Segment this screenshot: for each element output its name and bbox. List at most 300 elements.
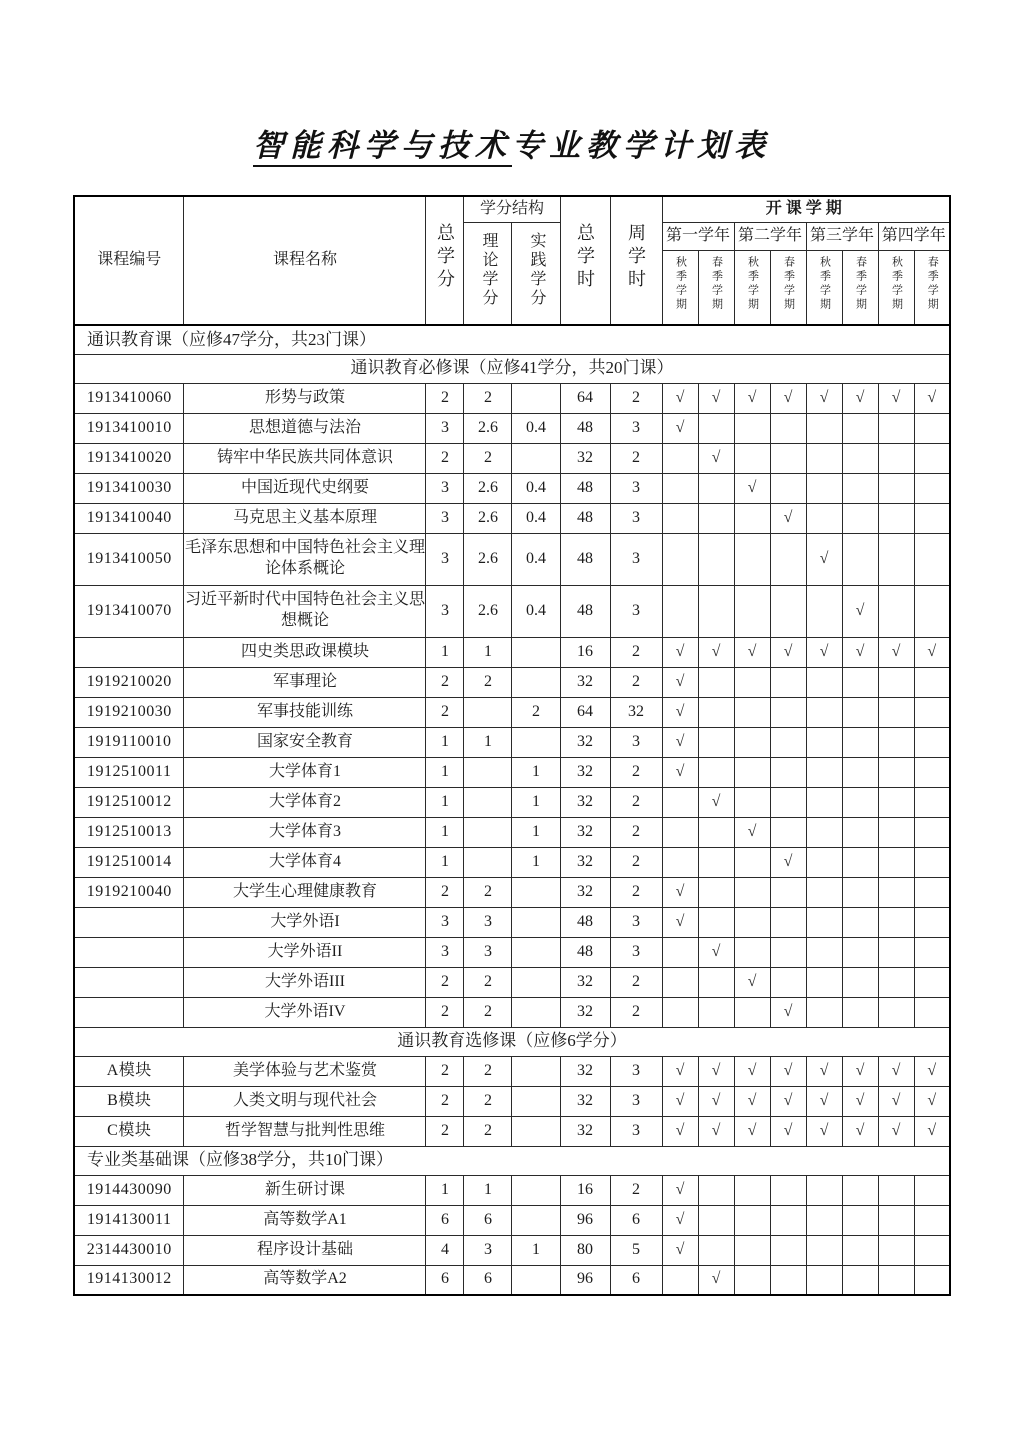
- practice-credits-cell: [512, 877, 560, 907]
- semester-check-cell: √: [698, 787, 734, 817]
- course-name-cell: 大学外语II: [184, 937, 426, 967]
- semester-empty-cell: [878, 877, 914, 907]
- semester-empty-cell: [914, 503, 950, 533]
- semester-empty-cell: [842, 787, 878, 817]
- semester-check-cell: √: [842, 585, 878, 637]
- semester-check-cell: √: [662, 383, 698, 413]
- course-code-cell: 1913410040: [74, 503, 184, 533]
- weekly-hours-cell: 5: [610, 1235, 662, 1265]
- theory-credits-cell: 2: [464, 1056, 512, 1086]
- semester-check-cell: √: [662, 727, 698, 757]
- practice-credits-cell: [512, 637, 560, 667]
- semester-empty-cell: [806, 1235, 842, 1265]
- course-code-cell: 2314430010: [74, 1235, 184, 1265]
- total-credits-cell: 1: [426, 757, 464, 787]
- header-course-code: 课程编号: [74, 196, 184, 325]
- semester-check-cell: √: [698, 1116, 734, 1146]
- theory-credits-cell: [464, 817, 512, 847]
- semester-empty-cell: [662, 997, 698, 1027]
- course-row: [74, 817, 950, 847]
- total-credits-cell: 2: [426, 443, 464, 473]
- course-code-cell: 1912510012: [74, 787, 184, 817]
- course-name-cell: 毛泽东思想和中国特色社会主义理论体系概论: [184, 533, 426, 585]
- semester-empty-cell: [914, 787, 950, 817]
- weekly-hours-cell: 2: [610, 443, 662, 473]
- course-name-cell: 大学外语I: [184, 907, 426, 937]
- semester-empty-cell: [914, 1235, 950, 1265]
- semester-empty-cell: [770, 667, 806, 697]
- semester-check-cell: √: [770, 1086, 806, 1116]
- course-code-cell: 1914130012: [74, 1265, 184, 1295]
- theory-credits-cell: 1: [464, 1175, 512, 1205]
- course-row: [74, 637, 950, 667]
- course-name-cell: 中国近现代史纲要: [184, 473, 426, 503]
- weekly-hours-cell: 32: [610, 697, 662, 727]
- title-major-name: 智能科学与技术: [253, 128, 512, 167]
- total-credits-cell: 1: [426, 637, 464, 667]
- header-theory-credits: [464, 222, 512, 325]
- semester-check-cell: √: [662, 1116, 698, 1146]
- semester-empty-cell: [698, 585, 734, 637]
- total-credits-cell: 4: [426, 1235, 464, 1265]
- weekly-hours-cell: 3: [610, 473, 662, 503]
- semester-check-cell: √: [770, 503, 806, 533]
- theory-credits-cell: 3: [464, 937, 512, 967]
- weekly-hours-cell: 2: [610, 967, 662, 997]
- semester-empty-cell: [914, 697, 950, 727]
- practice-credits-cell: 0.4: [512, 503, 560, 533]
- course-row: [74, 697, 950, 727]
- weekly-hours-cell: 3: [610, 413, 662, 443]
- weekly-hours-cell: 3: [610, 1116, 662, 1146]
- total-hours-cell: 32: [560, 1116, 610, 1146]
- total-hours-cell: 48: [560, 473, 610, 503]
- page-title: [0, 0, 1024, 165]
- course-name-cell: 四史类思政课模块: [184, 637, 426, 667]
- semester-empty-cell: [842, 1265, 878, 1295]
- semester-check-cell: √: [770, 1116, 806, 1146]
- header-y1-fall: [662, 250, 698, 325]
- header-weekly-hours-label: 周学时: [626, 222, 646, 292]
- semester-check-cell: √: [662, 1056, 698, 1086]
- semester-check-cell: √: [698, 637, 734, 667]
- semester-empty-cell: [662, 967, 698, 997]
- semester-empty-cell: [878, 727, 914, 757]
- header-year-4: 第四学年: [878, 222, 950, 250]
- course-name-cell: 大学体育2: [184, 787, 426, 817]
- course-name-cell: 高等数学A1: [184, 1205, 426, 1235]
- course-name-cell: 马克思主义基本原理: [184, 503, 426, 533]
- spring-semester-label: 春季学期: [710, 255, 723, 312]
- course-code-cell: 1919210030: [74, 697, 184, 727]
- semester-empty-cell: [842, 667, 878, 697]
- semester-check-cell: √: [914, 1056, 950, 1086]
- semester-empty-cell: [878, 1205, 914, 1235]
- semester-check-cell: √: [734, 1086, 770, 1116]
- total-credits-cell: 1: [426, 817, 464, 847]
- course-code-cell: [74, 907, 184, 937]
- total-credits-cell: 3: [426, 473, 464, 503]
- semester-empty-cell: [914, 727, 950, 757]
- semester-check-cell: √: [662, 877, 698, 907]
- semester-empty-cell: [662, 937, 698, 967]
- total-hours-cell: 48: [560, 585, 610, 637]
- spring-semester-label: 春季学期: [854, 255, 867, 312]
- semester-empty-cell: [806, 667, 842, 697]
- total-hours-cell: 32: [560, 997, 610, 1027]
- total-credits-cell: 3: [426, 413, 464, 443]
- total-credits-cell: 3: [426, 533, 464, 585]
- weekly-hours-cell: 2: [610, 847, 662, 877]
- total-hours-cell: 48: [560, 503, 610, 533]
- total-credits-cell: 1: [426, 1175, 464, 1205]
- semester-empty-cell: [734, 585, 770, 637]
- semester-check-cell: √: [662, 637, 698, 667]
- total-hours-cell: 48: [560, 907, 610, 937]
- total-hours-cell: 96: [560, 1205, 610, 1235]
- semester-check-cell: √: [914, 637, 950, 667]
- total-hours-cell: 48: [560, 937, 610, 967]
- header-course-name: 课程名称: [184, 196, 426, 325]
- semester-empty-cell: [914, 1175, 950, 1205]
- semester-empty-cell: [734, 667, 770, 697]
- semester-check-cell: √: [734, 637, 770, 667]
- total-hours-cell: 80: [560, 1235, 610, 1265]
- semester-check-cell: √: [878, 637, 914, 667]
- theory-credits-cell: 2: [464, 443, 512, 473]
- header-y1-spring: [698, 250, 734, 325]
- spring-semester-label: 春季学期: [926, 255, 939, 312]
- header-practice-credits: [512, 222, 560, 325]
- semester-empty-cell: [662, 473, 698, 503]
- semester-empty-cell: [662, 817, 698, 847]
- semester-empty-cell: [770, 1205, 806, 1235]
- semester-empty-cell: [806, 443, 842, 473]
- practice-credits-cell: 0.4: [512, 585, 560, 637]
- semester-check-cell: √: [698, 1056, 734, 1086]
- course-code-cell: A模块: [74, 1056, 184, 1086]
- total-hours-cell: 32: [560, 443, 610, 473]
- practice-credits-cell: [512, 667, 560, 697]
- semester-check-cell: √: [734, 383, 770, 413]
- semester-empty-cell: [698, 667, 734, 697]
- semester-empty-cell: [698, 473, 734, 503]
- practice-credits-cell: [512, 727, 560, 757]
- practice-credits-cell: [512, 1056, 560, 1086]
- course-row: [74, 473, 950, 503]
- weekly-hours-cell: 2: [610, 817, 662, 847]
- semester-empty-cell: [806, 413, 842, 443]
- table-body: [74, 325, 950, 1295]
- course-row: [74, 877, 950, 907]
- course-row: [74, 1235, 950, 1265]
- semester-check-cell: √: [662, 697, 698, 727]
- weekly-hours-cell: 6: [610, 1265, 662, 1295]
- course-name-cell: 军事理论: [184, 667, 426, 697]
- semester-empty-cell: [806, 1175, 842, 1205]
- course-name-cell: 大学外语III: [184, 967, 426, 997]
- semester-empty-cell: [842, 877, 878, 907]
- course-row: [74, 1086, 950, 1116]
- semester-empty-cell: [806, 907, 842, 937]
- semester-empty-cell: [842, 727, 878, 757]
- semester-empty-cell: [914, 585, 950, 637]
- theory-credits-cell: [464, 757, 512, 787]
- semester-empty-cell: [662, 533, 698, 585]
- semester-empty-cell: [806, 937, 842, 967]
- semester-empty-cell: [842, 533, 878, 585]
- practice-credits-cell: 1: [512, 1235, 560, 1265]
- total-credits-cell: 6: [426, 1205, 464, 1235]
- semester-empty-cell: [806, 757, 842, 787]
- semester-empty-cell: [698, 877, 734, 907]
- theory-credits-cell: 2: [464, 1116, 512, 1146]
- semester-check-cell: √: [914, 383, 950, 413]
- course-row: [74, 1265, 950, 1295]
- header-total-credits: [426, 196, 464, 325]
- course-name-cell: 国家安全教育: [184, 727, 426, 757]
- semester-check-cell: √: [662, 667, 698, 697]
- semester-check-cell: √: [842, 637, 878, 667]
- semester-empty-cell: [698, 1205, 734, 1235]
- semester-empty-cell: [842, 907, 878, 937]
- theory-credits-cell: 3: [464, 1235, 512, 1265]
- course-code-cell: 1913410050: [74, 533, 184, 585]
- header-theory-credits-label: 理论学分: [479, 231, 497, 308]
- semester-empty-cell: [878, 413, 914, 443]
- course-code-cell: 1913410030: [74, 473, 184, 503]
- semester-empty-cell: [734, 413, 770, 443]
- header-y4-fall: [878, 250, 914, 325]
- semester-empty-cell: [770, 1235, 806, 1265]
- semester-check-cell: √: [734, 967, 770, 997]
- weekly-hours-cell: 2: [610, 877, 662, 907]
- weekly-hours-cell: 3: [610, 585, 662, 637]
- semester-empty-cell: [770, 757, 806, 787]
- weekly-hours-cell: 3: [610, 937, 662, 967]
- total-hours-cell: 64: [560, 697, 610, 727]
- semester-check-cell: √: [770, 383, 806, 413]
- semester-empty-cell: [914, 533, 950, 585]
- theory-credits-cell: 2.6: [464, 533, 512, 585]
- weekly-hours-cell: 3: [610, 533, 662, 585]
- course-code-cell: 1913410070: [74, 585, 184, 637]
- course-code-cell: 1919210020: [74, 667, 184, 697]
- semester-empty-cell: [770, 967, 806, 997]
- semester-check-cell: √: [734, 1056, 770, 1086]
- semester-check-cell: √: [878, 383, 914, 413]
- semester-empty-cell: [734, 533, 770, 585]
- course-code-cell: 1912510011: [74, 757, 184, 787]
- semester-empty-cell: [734, 1205, 770, 1235]
- course-name-cell: 铸牢中华民族共同体意识: [184, 443, 426, 473]
- course-row: [74, 1205, 950, 1235]
- course-name-cell: 习近平新时代中国特色社会主义思想概论: [184, 585, 426, 637]
- course-row: [74, 1116, 950, 1146]
- practice-credits-cell: 1: [512, 847, 560, 877]
- semester-check-cell: √: [806, 1116, 842, 1146]
- course-code-cell: [74, 637, 184, 667]
- semester-empty-cell: [842, 473, 878, 503]
- weekly-hours-cell: 2: [610, 667, 662, 697]
- semester-check-cell: √: [662, 757, 698, 787]
- semester-empty-cell: [806, 1205, 842, 1235]
- semester-check-cell: √: [662, 907, 698, 937]
- practice-credits-cell: [512, 997, 560, 1027]
- section-label: 专业类基础课（应修38学分，共10门课）: [74, 1146, 950, 1175]
- total-credits-cell: 3: [426, 503, 464, 533]
- practice-credits-cell: [512, 907, 560, 937]
- total-hours-cell: 48: [560, 533, 610, 585]
- semester-check-cell: √: [698, 1086, 734, 1116]
- semester-empty-cell: [734, 847, 770, 877]
- total-credits-cell: 2: [426, 697, 464, 727]
- semester-empty-cell: [698, 727, 734, 757]
- semester-empty-cell: [734, 443, 770, 473]
- practice-credits-cell: [512, 383, 560, 413]
- weekly-hours-cell: 6: [610, 1205, 662, 1235]
- course-name-cell: 程序设计基础: [184, 1235, 426, 1265]
- title-suffix: 专业教学计划表: [512, 128, 771, 163]
- weekly-hours-cell: 2: [610, 1175, 662, 1205]
- semester-empty-cell: [914, 847, 950, 877]
- semester-empty-cell: [806, 585, 842, 637]
- course-name-cell: 大学体育3: [184, 817, 426, 847]
- semester-empty-cell: [770, 413, 806, 443]
- section-row: [74, 325, 950, 354]
- theory-credits-cell: 1: [464, 637, 512, 667]
- semester-empty-cell: [734, 727, 770, 757]
- theory-credits-cell: 2: [464, 383, 512, 413]
- semester-check-cell: √: [842, 1086, 878, 1116]
- header-year-2: 第二学年: [734, 222, 806, 250]
- course-row: [74, 1056, 950, 1086]
- semester-empty-cell: [878, 503, 914, 533]
- semester-empty-cell: [770, 1265, 806, 1295]
- total-credits-cell: 2: [426, 997, 464, 1027]
- practice-credits-cell: 0.4: [512, 413, 560, 443]
- header-weekly-hours: [610, 196, 662, 325]
- header-total-hours: [560, 196, 610, 325]
- semester-check-cell: √: [662, 1235, 698, 1265]
- semester-empty-cell: [698, 967, 734, 997]
- course-row: [74, 967, 950, 997]
- total-hours-cell: 96: [560, 1265, 610, 1295]
- semester-empty-cell: [914, 757, 950, 787]
- semester-empty-cell: [914, 997, 950, 1027]
- total-credits-cell: 3: [426, 585, 464, 637]
- semester-check-cell: √: [914, 1086, 950, 1116]
- total-credits-cell: 3: [426, 907, 464, 937]
- course-code-cell: 1914430090: [74, 1175, 184, 1205]
- course-code-cell: 1919110010: [74, 727, 184, 757]
- semester-empty-cell: [734, 997, 770, 1027]
- semester-empty-cell: [878, 585, 914, 637]
- section-row: [74, 1027, 950, 1056]
- total-credits-cell: 1: [426, 787, 464, 817]
- semester-check-cell: √: [842, 1056, 878, 1086]
- semester-empty-cell: [806, 1265, 842, 1295]
- practice-credits-cell: [512, 1205, 560, 1235]
- theory-credits-cell: [464, 787, 512, 817]
- semester-empty-cell: [878, 1175, 914, 1205]
- course-code-cell: 1913410010: [74, 413, 184, 443]
- semester-empty-cell: [770, 585, 806, 637]
- semester-empty-cell: [878, 443, 914, 473]
- spring-semester-label: 春季学期: [782, 255, 795, 312]
- header-y3-spring: [842, 250, 878, 325]
- semester-empty-cell: [914, 907, 950, 937]
- total-credits-cell: 2: [426, 667, 464, 697]
- semester-empty-cell: [806, 473, 842, 503]
- semester-empty-cell: [878, 667, 914, 697]
- weekly-hours-cell: 3: [610, 503, 662, 533]
- fall-semester-label: 秋季学期: [818, 255, 831, 312]
- course-code-cell: 1919210040: [74, 877, 184, 907]
- course-name-cell: 人类文明与现代社会: [184, 1086, 426, 1116]
- semester-empty-cell: [842, 847, 878, 877]
- weekly-hours-cell: 2: [610, 757, 662, 787]
- practice-credits-cell: 0.4: [512, 533, 560, 585]
- semester-check-cell: √: [806, 533, 842, 585]
- theory-credits-cell: 6: [464, 1205, 512, 1235]
- semester-empty-cell: [770, 877, 806, 907]
- semester-empty-cell: [914, 413, 950, 443]
- semester-empty-cell: [878, 907, 914, 937]
- semester-empty-cell: [770, 907, 806, 937]
- semester-empty-cell: [842, 1235, 878, 1265]
- semester-empty-cell: [842, 413, 878, 443]
- section-row: [74, 1146, 950, 1175]
- semester-empty-cell: [734, 877, 770, 907]
- semester-empty-cell: [770, 443, 806, 473]
- practice-credits-cell: 1: [512, 787, 560, 817]
- practice-credits-cell: [512, 1116, 560, 1146]
- semester-empty-cell: [698, 817, 734, 847]
- semester-check-cell: √: [770, 997, 806, 1027]
- course-name-cell: 大学体育4: [184, 847, 426, 877]
- semester-empty-cell: [698, 907, 734, 937]
- total-hours-cell: 32: [560, 757, 610, 787]
- practice-credits-cell: [512, 1265, 560, 1295]
- semester-empty-cell: [770, 1175, 806, 1205]
- semester-empty-cell: [878, 937, 914, 967]
- semester-empty-cell: [662, 787, 698, 817]
- semester-empty-cell: [734, 757, 770, 787]
- header-total-credits-label: 总学分: [434, 222, 455, 292]
- table-header: [74, 196, 950, 325]
- total-hours-cell: 64: [560, 383, 610, 413]
- semester-empty-cell: [806, 997, 842, 1027]
- semester-empty-cell: [878, 997, 914, 1027]
- theory-credits-cell: 3: [464, 907, 512, 937]
- semester-empty-cell: [734, 697, 770, 727]
- semester-check-cell: √: [878, 1086, 914, 1116]
- course-name-cell: 大学体育1: [184, 757, 426, 787]
- semester-empty-cell: [734, 1235, 770, 1265]
- semester-empty-cell: [806, 817, 842, 847]
- teaching-plan-table: [73, 195, 951, 1296]
- course-code-cell: [74, 967, 184, 997]
- total-hours-cell: 32: [560, 817, 610, 847]
- course-row: [74, 667, 950, 697]
- semester-check-cell: √: [698, 1265, 734, 1295]
- semester-empty-cell: [770, 533, 806, 585]
- total-credits-cell: 2: [426, 877, 464, 907]
- semester-empty-cell: [842, 757, 878, 787]
- total-credits-cell: 2: [426, 1086, 464, 1116]
- fall-semester-label: 秋季学期: [890, 255, 903, 312]
